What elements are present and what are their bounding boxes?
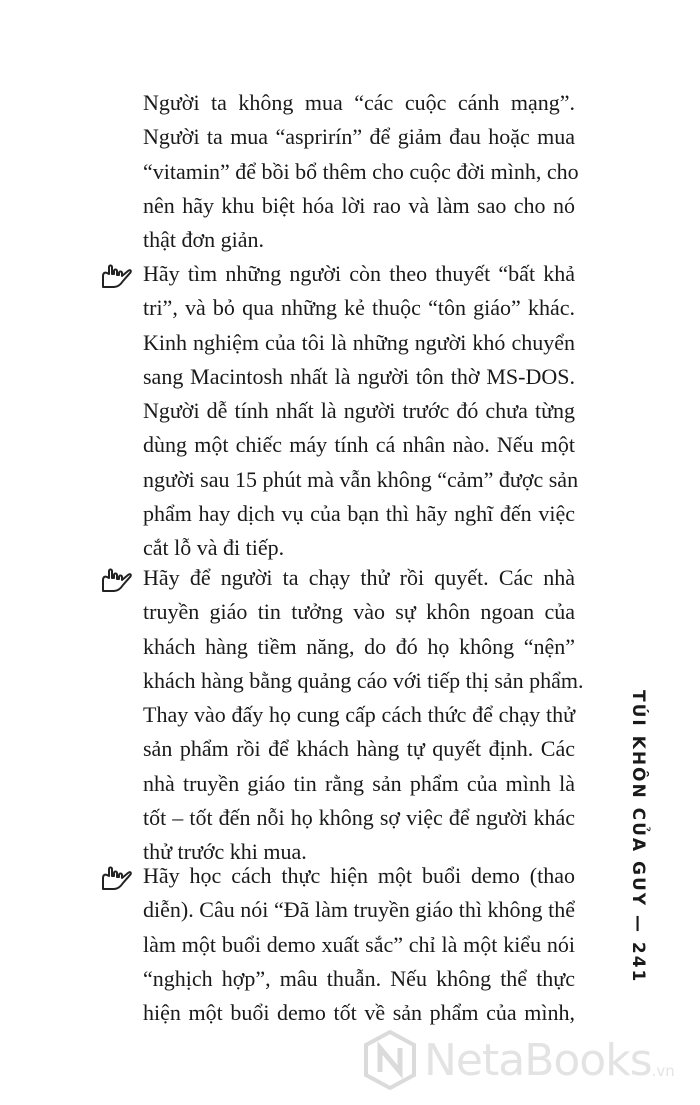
text-line: “nghịch hợp”, mâu thuẫn. Nếu không thể thực bbox=[143, 965, 575, 991]
paragraph-bullet-2 bbox=[143, 561, 584, 870]
watermark-brand: NetaBooks bbox=[424, 1034, 652, 1086]
hand-pointing-icon bbox=[100, 262, 132, 290]
text-line: Người ta không mua “các cuộc cánh mạng”. bbox=[143, 90, 575, 115]
paragraph-bullet-3 bbox=[143, 859, 575, 1030]
text-line: nên hãy khu biệt hóa lời rao và làm sao cho nó bbox=[143, 192, 575, 218]
text-line: Người ta mua “asprirín” để giảm đau hoặc mua bbox=[143, 124, 575, 150]
text-line: thật đơn giản. bbox=[143, 227, 264, 253]
text-line: tri”, và bỏ qua những kẻ thuộc “tôn giáo” khác. bbox=[143, 295, 575, 321]
text-line: truyền giáo tin tưởng vào sự khôn ngoan của bbox=[143, 599, 575, 625]
running-head-page-number: TÚI KHÔN CỦA GUY — 241 bbox=[628, 690, 648, 984]
text-line: dùng một chiếc máy tính cá nhân nào. Nếu một bbox=[143, 432, 575, 458]
text-line: cắt lỗ và đi tiếp. bbox=[143, 535, 285, 561]
text-line: phẩm hay dịch vụ của bạn thì hãy nghĩ đến việc bbox=[143, 501, 575, 527]
text-line: diễn). Câu nói “Đã làm truyền giáo thì không thể bbox=[143, 897, 575, 923]
hand-pointing-icon bbox=[100, 566, 132, 594]
text-line: khách hàng bằng quảng cáo với tiếp thị sản phẩm. bbox=[143, 667, 584, 693]
text-line: hiện một buổi demo tốt về sản phẩm của mình, bbox=[143, 1000, 575, 1026]
text-line: nhà truyền giáo tin rằng sản phẩm của mình là bbox=[143, 770, 575, 796]
watermark-suffix: .vn bbox=[651, 1062, 675, 1080]
text-line: thử trước khi mua. bbox=[143, 839, 307, 865]
watermark bbox=[362, 1028, 675, 1092]
netabooks-logo-icon bbox=[362, 1030, 418, 1090]
paragraph-intro bbox=[143, 86, 579, 257]
text-line: sang Macintosh nhất là người tôn thờ MS-DOS. bbox=[143, 363, 575, 389]
text-line: khách hàng tiềm năng, do đó họ không “nện” bbox=[143, 633, 575, 659]
text-line: Hãy tìm những người còn theo thuyết “bất khả bbox=[143, 261, 575, 286]
text-line: Người dễ tính nhất là người trước đó chưa từng bbox=[143, 398, 575, 424]
text-line: làm một buổi demo xuất sắc” chỉ là một kiểu nói bbox=[143, 931, 575, 957]
text-line: “vitamin” để bồi bổ thêm cho cuộc đời mình, cho bbox=[143, 158, 579, 184]
text-line: tốt – tốt đến nỗi họ không sợ việc để người khác bbox=[143, 805, 575, 831]
text-line: Hãy để người ta chạy thử rồi quyết. Các nhà bbox=[143, 565, 575, 590]
text-line: sản phẩm rồi để khách hàng tự quyết định. Các bbox=[143, 736, 575, 762]
text-line: Hãy học cách thực hiện một buổi demo (thao bbox=[143, 863, 575, 888]
hand-pointing-icon bbox=[100, 864, 132, 892]
text-line: Thay vào đấy họ cung cấp cách thức để chạy thử bbox=[143, 702, 575, 728]
text-line: Kinh nghiệm của tôi là những người khó chuyển bbox=[143, 329, 575, 355]
paragraph-bullet-1 bbox=[143, 257, 579, 566]
text-line: người sau 15 phút mà vẫn không “cảm” được sản bbox=[143, 466, 579, 492]
